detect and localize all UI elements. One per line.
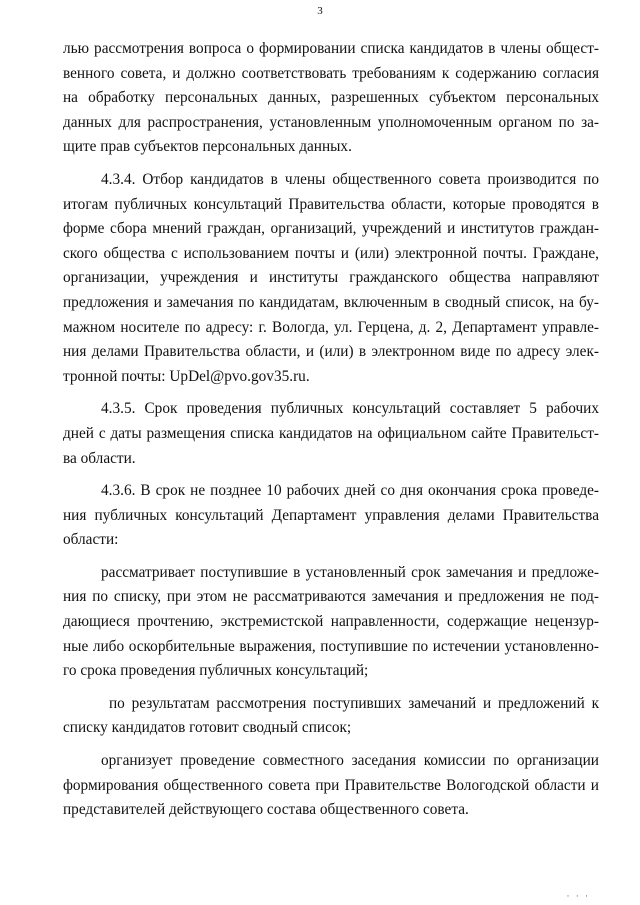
- text-line: данных для распространения, установленным уполномоченным органом по за-: [63, 113, 599, 131]
- scan-mark: · · ·: [566, 891, 590, 901]
- text-line: рассматривает поступившие в установленный срок замечания и предложе-: [101, 563, 599, 581]
- paragraph-4-3-6: [63, 479, 599, 553]
- text-line: ва области.: [63, 449, 136, 467]
- list-item-meeting: [63, 749, 599, 823]
- text-line: области:: [63, 531, 119, 549]
- text-line: по результатам рассмотрения поступивших замечаний и предложений к: [109, 694, 599, 712]
- text-line: венного совета, и должно соответствовать требованиям к содержанию согласия: [63, 64, 599, 82]
- text-line: формирования общественного совета при Правительстве Вологодской области и: [63, 776, 599, 794]
- text-line: представителей действующего состава общественного совета.: [63, 801, 469, 819]
- text-line: организации, учреждения и институты гражданского общества направляют: [63, 269, 599, 287]
- text-line: щите прав субъектов персональных данных.: [63, 138, 352, 156]
- document-body: [63, 37, 599, 823]
- paragraph-continuation: [63, 37, 599, 160]
- text-line: ния делами Правительства области, и (или) в электронном виде по адресу элек-: [63, 343, 599, 361]
- text-line: 4.3.4. Отбор кандидатов в члены общественного совета производится по: [101, 170, 599, 188]
- text-line: ные либо оскорбительные выражения, поступившие по истечении установленно-: [63, 637, 599, 655]
- text-line: 4.3.6. В срок не позднее 10 рабочих дней со дня окончания срока проведе-: [101, 482, 599, 500]
- text-line: лью рассмотрения вопроса о формировании списка кандидатов в члены общест-: [63, 40, 599, 57]
- text-line: на обработку персональных данных, разрешенных субъектом персональных: [63, 89, 599, 107]
- list-item-review: [63, 561, 599, 684]
- text-line: тронной почты: UpDel@pvo.gov35.ru.: [63, 367, 310, 385]
- list-item-summary: [63, 692, 599, 741]
- text-line: ния публичных консультаций Департамент управления делами Правительства: [63, 506, 599, 524]
- text-line: ского общества с использованием почты и (или) электронной почты. Граждане,: [63, 244, 599, 262]
- page-number: 3: [317, 5, 323, 17]
- text-line: списку кандидатов готовит сводный список;: [63, 719, 352, 737]
- text-line: го срока проведения публичных консультаций;: [63, 662, 369, 680]
- text-line: форме сбора мнений граждан, организаций, учреждений и институтов граждан-: [63, 220, 599, 238]
- paragraph-4-3-4: [63, 168, 599, 389]
- text-line: ния по списку, при этом не рассматриваются замечания и предложения не под-: [63, 588, 599, 606]
- text-line: дней с даты размещения списка кандидатов на официальном сайте Правительст-: [63, 424, 599, 442]
- text-line: дающиеся прочтению, экстремистской направленности, содержащие нецензур-: [63, 613, 599, 631]
- text-line: организует проведение совместного заседания комиссии по организации: [101, 752, 599, 770]
- text-line: предложения и замечания по кандидатам, включенным в сводный список, на бу-: [63, 293, 599, 311]
- text-line: 4.3.5. Срок проведения публичных консультаций составляет 5 рабочих: [101, 400, 599, 418]
- text-line: итогам публичных консультаций Правительства области, которые проводятся в: [63, 195, 599, 213]
- paragraph-4-3-5: [63, 397, 599, 471]
- text-line: мажном носителе по адресу: г. Вологда, ул. Герцена, д. 2, Департамент управле-: [63, 318, 599, 336]
